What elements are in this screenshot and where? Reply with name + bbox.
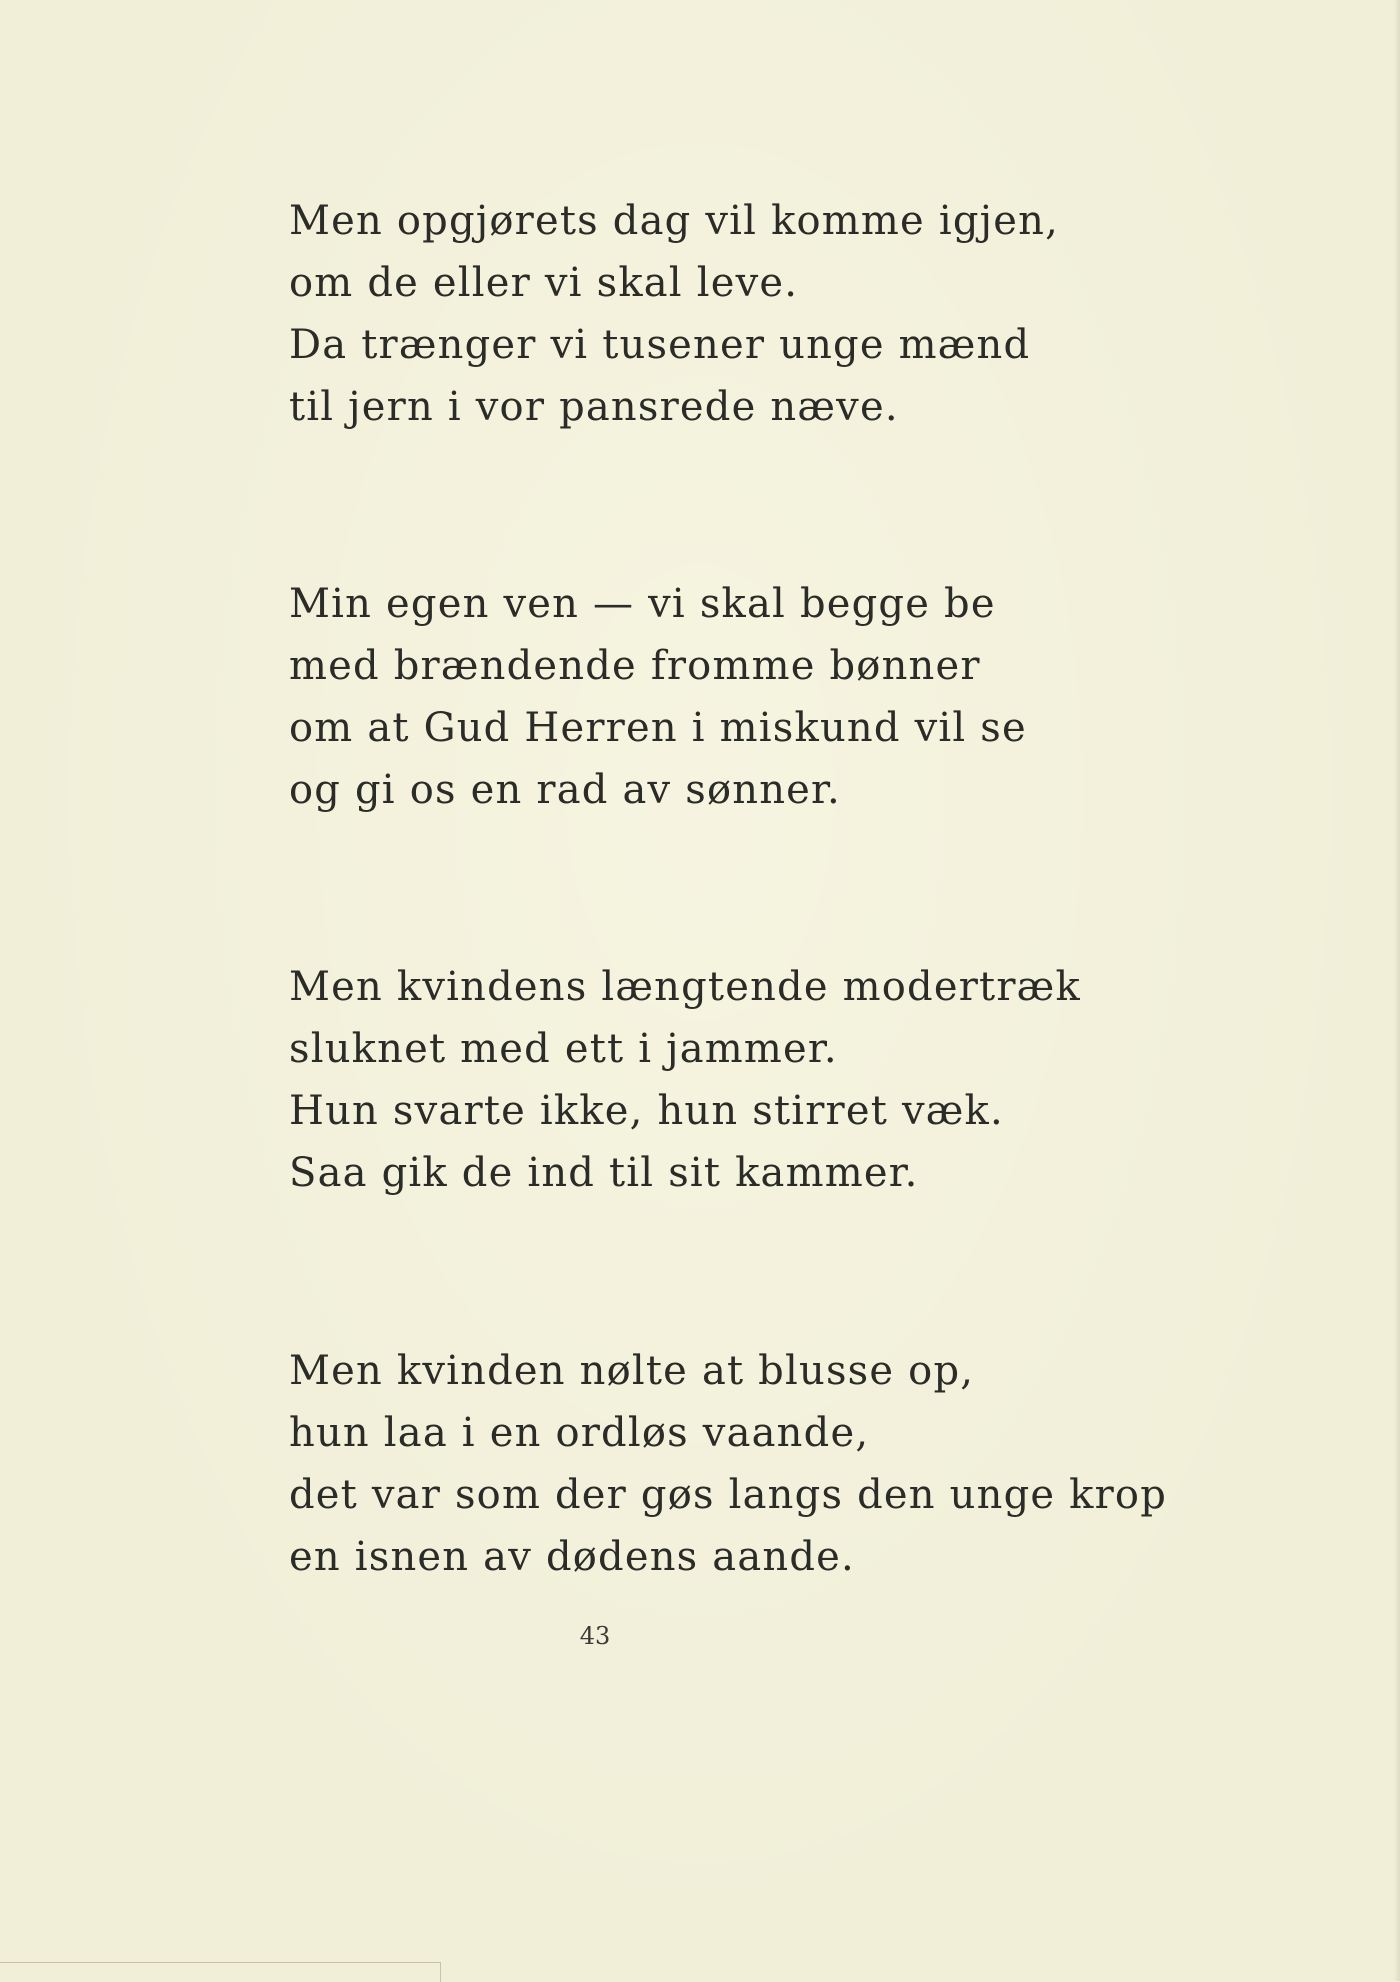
poem-line: om at Gud Herren i miskund vil se [289,705,1027,751]
poem-line: det var som der gøs langs den unge krop [289,1472,1168,1518]
poem-line: Saa gik de ind til sit kammer. [289,1150,919,1196]
stanza-4 [289,1340,1167,1588]
stanza-3 [289,956,1081,1204]
poem-line: Men kvindens længtende modertræk [289,964,1081,1010]
poem-line: med brændende fromme bønner [289,643,981,689]
poem-line: Da trænger vi tusener unge mænd [289,322,1031,368]
page-edge-shadow [1394,0,1400,1981]
poem-line: til jern i vor pansrede næve. [289,384,899,430]
poem-line: Min egen ven — vi skal begge be [289,581,996,627]
poem-line: Men opgjørets dag vil komme igjen, [289,198,1059,244]
page-number: 43 [579,1622,611,1650]
poem-line: hun laa i en ordløs vaande, [289,1410,870,1456]
poem-line: Hun svarte ikke, hun stirret væk. [289,1088,1004,1134]
poem-line: en isnen av dødens aande. [289,1534,855,1580]
poem-line: Men kvinden nølte at blusse op, [289,1348,975,1394]
poem-line: sluknet med ett i jammer. [289,1026,838,1072]
poem-line: og gi os en rad av sønner. [289,767,841,813]
scan-frame-edge [0,1962,441,1982]
stanza-2 [289,573,1027,821]
poem-line: om de eller vi skal leve. [289,260,799,306]
stanza-1 [289,190,1059,438]
